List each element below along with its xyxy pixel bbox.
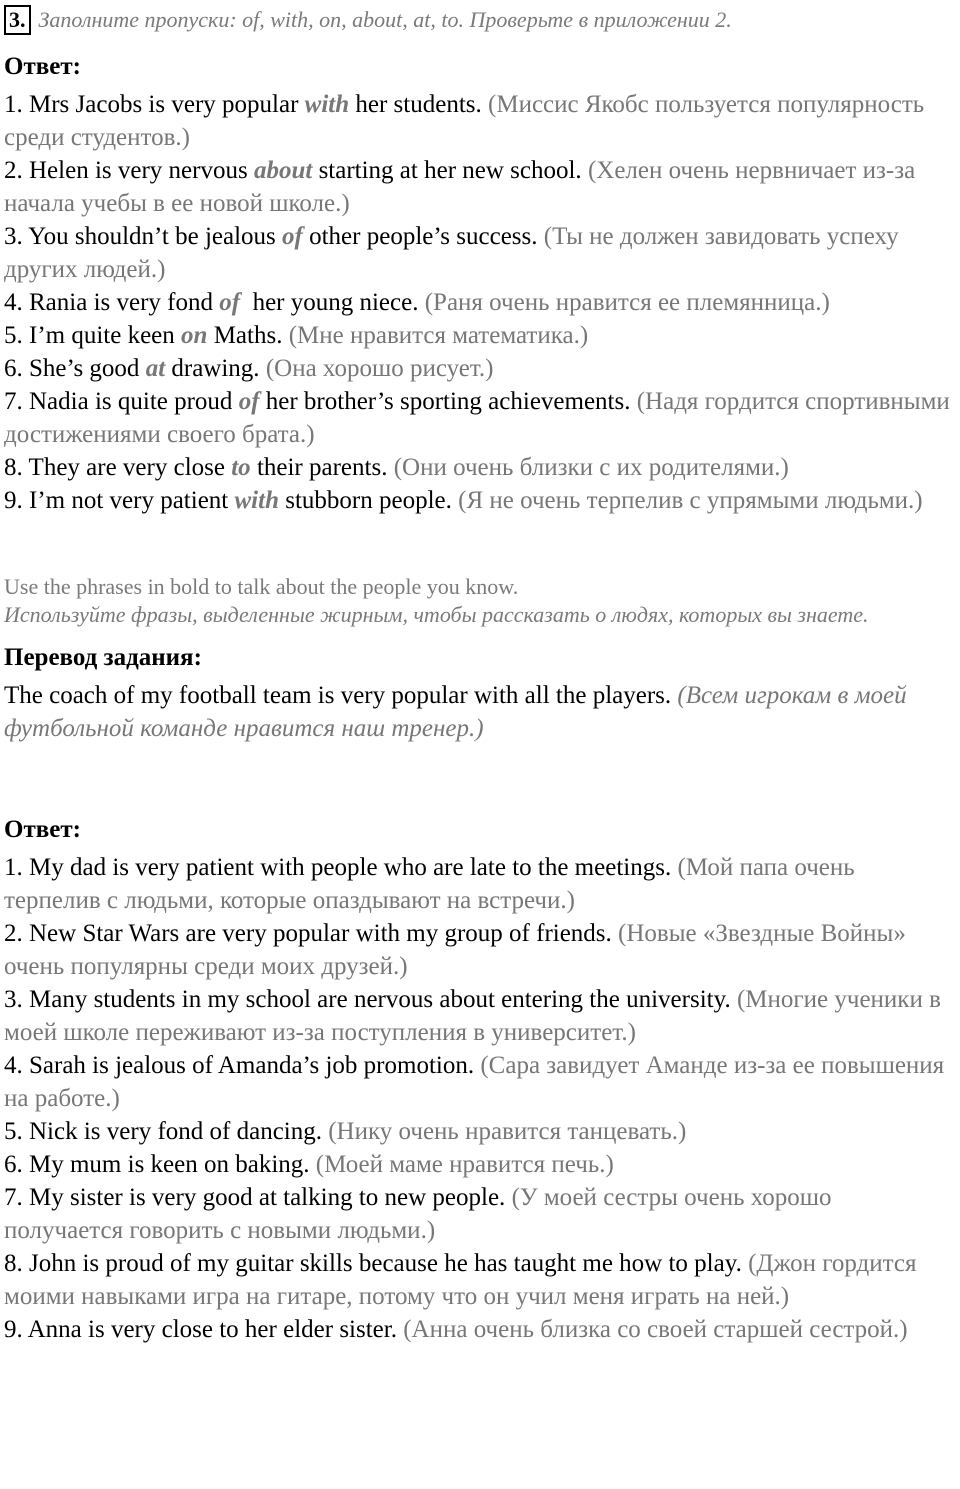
- list-item: [4, 319, 956, 352]
- list-item: [4, 1049, 956, 1115]
- russian-translation: (Ты не должен завидовать успеху других людей.): [4, 223, 899, 283]
- sentence-en: 2. New Star Wars are very popular with my group of friends.: [4, 920, 619, 947]
- russian-translation: (Джон гордится моими навыками игра на гитаре, потому что он учил меня играть на ней.): [4, 1250, 917, 1310]
- answer-heading: Ответ:: [4, 816, 81, 843]
- section-spacer: [4, 745, 956, 801]
- sentence-end: drawing.: [165, 355, 266, 382]
- sentence-end: her students.: [349, 91, 489, 118]
- russian-translation: (Миссис Якобс пользуется популярность среди студентов.): [4, 91, 925, 151]
- gap-word: with: [234, 487, 279, 514]
- list-item: [4, 1247, 956, 1313]
- section-spacer: [4, 517, 956, 573]
- russian-translation: (Анна очень близка со своей старшей сестрой.): [403, 1316, 908, 1343]
- gap-word: to: [231, 454, 251, 481]
- example-ru: (Всем игрокам в моей футбольной команде нравится наш тренер.): [4, 682, 907, 742]
- russian-translation: (У моей сестры очень хорошо получается говорить с новыми людьми.): [4, 1184, 832, 1244]
- sentence-en: 5. Nick is very fond of dancing.: [4, 1118, 329, 1145]
- list-item: [4, 851, 956, 917]
- sentence-start: 5. I’m quite keen: [4, 322, 182, 349]
- example-en: The coach of my football team is very popular with all the players.: [4, 682, 678, 709]
- list-item: [4, 1115, 956, 1148]
- list-item: [4, 484, 956, 517]
- task-number: 3.: [4, 5, 31, 35]
- sentence-start: 3. You shouldn’t be jealous: [4, 223, 283, 250]
- sentence-start: 4. Rania is very fond: [4, 289, 220, 316]
- task2-instruction-en: Use the phrases in bold to talk about the people you know.: [4, 574, 519, 599]
- answer-list-examples: [4, 851, 956, 1346]
- list-item: [4, 286, 956, 319]
- sentence-start: 7. Nadia is quite proud: [4, 388, 239, 415]
- list-item: [4, 154, 956, 220]
- sentence-start: 8. They are very close: [4, 454, 232, 481]
- russian-translation: (Они очень близки с их родителями.): [393, 454, 789, 481]
- list-item: [4, 88, 956, 154]
- russian-translation: (Раня очень нравится ее племянница.): [424, 289, 830, 316]
- russian-translation: (Моей маме нравится печь.): [315, 1151, 614, 1178]
- sentence-en: 7. My sister is very good at talking to new people.: [4, 1184, 512, 1211]
- task-header: [4, 2, 956, 38]
- sentence-end: other people’s success.: [302, 223, 544, 250]
- list-item: [4, 220, 956, 286]
- gap-word: of: [238, 388, 260, 415]
- task2-instruction-ru: Используйте фразы, выделенные жирным, чтобы рассказать о людях, которых вы знаете.: [4, 602, 869, 627]
- translation-heading: Перевод задания:: [4, 644, 202, 671]
- answer-heading: Ответ:: [4, 53, 81, 80]
- russian-translation: (Мой папа очень терпелив с людьми, которые опаздывают на встречи.): [4, 854, 855, 914]
- sentence-start: 2. Helen is very nervous: [4, 157, 254, 184]
- sentence-en: 3. Many students in my school are nervous about entering the university.: [4, 986, 737, 1013]
- list-item: [4, 1181, 956, 1247]
- sentence-start: 6. She’s good: [4, 355, 146, 382]
- list-item: [4, 1148, 956, 1181]
- answer-list-fill-gaps: [4, 88, 956, 517]
- list-item: [4, 352, 956, 385]
- sentence-en: 1. My dad is very patient with people who are late to the meetings.: [4, 854, 678, 881]
- sentence-start: 9. I’m not very patient: [4, 487, 235, 514]
- task-instruction: Заполните пропуски: of, with, on, about, at, to. Проверьте в приложении 2.: [38, 7, 732, 32]
- gap-word: on: [181, 322, 208, 349]
- list-item: [4, 983, 956, 1049]
- sentence-en: 4. Sarah is jealous of Amanda’s job promotion.: [4, 1052, 481, 1079]
- sentence-en: 6. My mum is keen on baking.: [4, 1151, 316, 1178]
- russian-translation: (Она хорошо рисует.): [265, 355, 494, 382]
- sentence-end: her brother’s sporting achievements.: [259, 388, 637, 415]
- sentence-end: starting at her new school.: [312, 157, 588, 184]
- list-item: [4, 917, 956, 983]
- russian-translation: (Многие ученики в моей школе переживают из-за поступления в университет.): [4, 986, 941, 1046]
- sentence-end: stubborn people.: [278, 487, 459, 514]
- russian-translation: (Я не очень терпелив с упрямыми людьми.): [458, 487, 923, 514]
- russian-translation: (Нику очень нравится танцевать.): [328, 1118, 687, 1145]
- sentence-start: 1. Mrs Jacobs is very popular: [4, 91, 305, 118]
- gap-word: at: [145, 355, 166, 382]
- sentence-end: Maths.: [207, 322, 289, 349]
- russian-translation: (Мне нравится математика.): [288, 322, 589, 349]
- russian-translation: (Надя гордится спортивными достижениями своего брата.): [4, 388, 950, 448]
- gap-word: with: [304, 91, 350, 118]
- russian-translation: (Хелен очень нервничает из-за начала учебы в ее новой школе.): [4, 157, 916, 217]
- gap-word: of: [282, 223, 303, 250]
- sentence-end: her young niece.: [240, 289, 425, 316]
- list-item: [4, 1313, 956, 1346]
- sentence-en: 8. John is proud of my guitar skills because he has taught me how to play.: [4, 1250, 749, 1277]
- sentence-en: 9. Anna is very close to her elder sister.: [4, 1316, 404, 1343]
- gap-word: of: [219, 289, 241, 316]
- gap-word: about: [253, 157, 313, 184]
- russian-translation: (Сара завидует Аманде из-за ее повышения на работе.): [4, 1052, 945, 1112]
- russian-translation: (Новые «Звездные Войны» очень популярны среди моих друзей.): [4, 920, 906, 980]
- list-item: [4, 385, 956, 451]
- list-item: [4, 451, 956, 484]
- sentence-end: their parents.: [250, 454, 394, 481]
- translation-example: [4, 679, 956, 745]
